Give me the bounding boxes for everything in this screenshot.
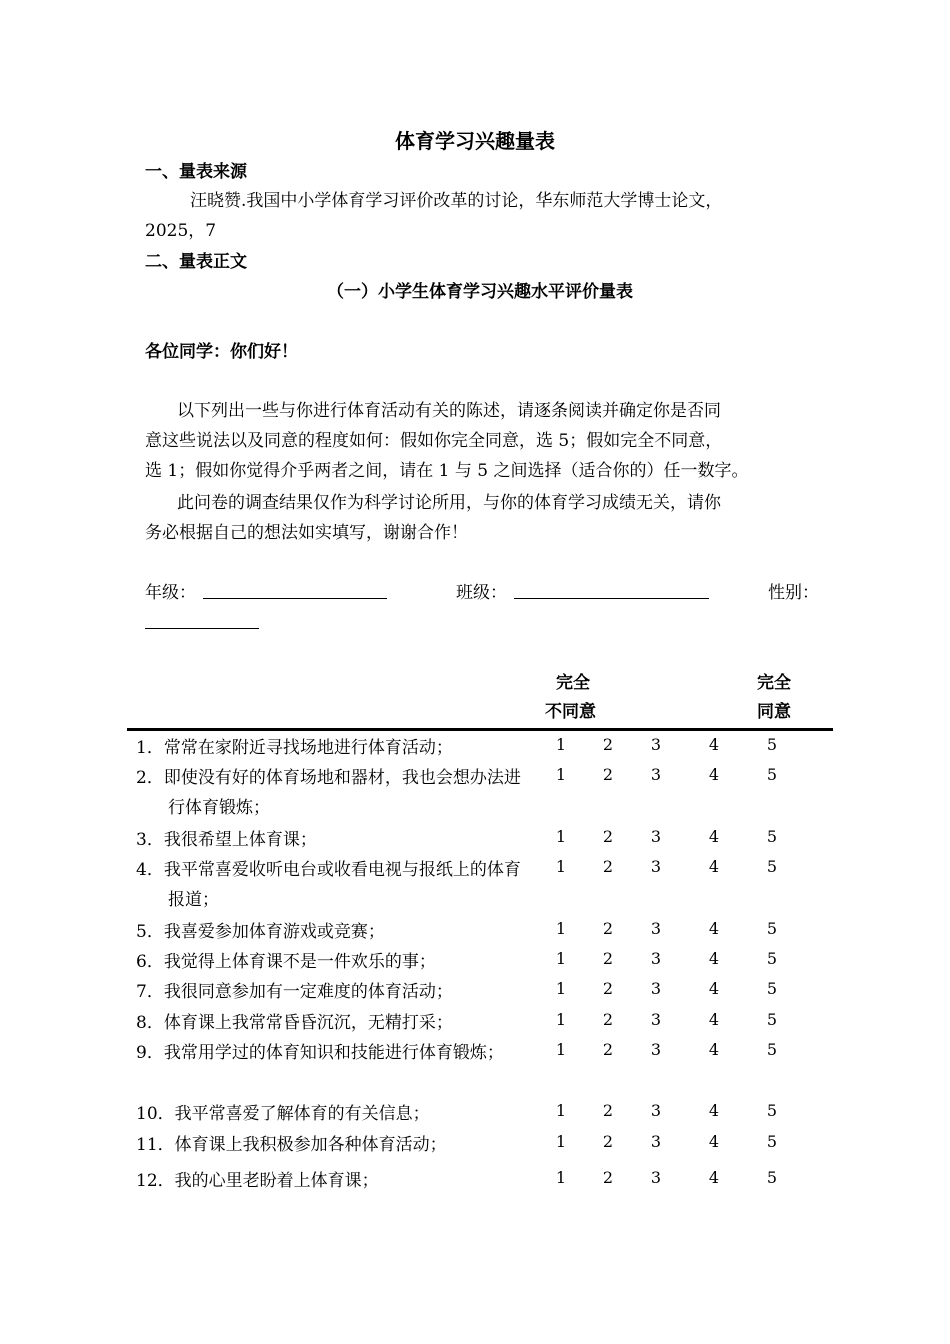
rating-option-5[interactable]: 5	[766, 857, 778, 876]
rating-option-2[interactable]: 2	[602, 735, 614, 754]
rating-option-3[interactable]: 3	[650, 735, 662, 754]
rating-option-4[interactable]: 4	[708, 919, 720, 938]
question-text	[136, 855, 536, 915]
citation-line-1: 汪晓赞.我国中小学体育学习评价改革的讨论，华东师范大学博士论文，	[190, 191, 723, 211]
question-number: 12．	[136, 1171, 175, 1191]
question-text	[136, 1099, 536, 1129]
greeting: 各位同学：你们好！	[145, 342, 298, 362]
rating-option-1[interactable]: 1	[555, 979, 567, 998]
rating-option-2[interactable]: 2	[602, 1168, 614, 1187]
rating-option-2[interactable]: 2	[602, 1040, 614, 1059]
instructions-p1-line3: 选 1；假如你觉得介乎两者之间，请在 1 与 5 之间选择（适合你的）任一数字。	[145, 461, 749, 481]
question-number: 2．	[136, 768, 164, 788]
question-label: 我喜爱参加体育游戏或竞赛；	[163, 922, 385, 942]
rating-option-3[interactable]: 3	[650, 1168, 662, 1187]
rating-option-1[interactable]: 1	[555, 827, 567, 846]
question-text	[136, 947, 536, 977]
rating-option-1[interactable]: 1	[555, 949, 567, 968]
scale-left-line2: 不同意	[545, 702, 596, 722]
question-number: 11．	[136, 1135, 175, 1155]
class-label: 班级：	[456, 583, 507, 603]
question-label: 即使没有好的体育场地和器材，我也会想办法进行体育锻炼；	[163, 768, 521, 818]
scale-right-line2: 同意	[757, 702, 791, 722]
rating-option-2[interactable]: 2	[602, 1132, 614, 1151]
rating-option-2[interactable]: 2	[602, 1101, 614, 1120]
rating-option-4[interactable]: 4	[708, 949, 720, 968]
question-text	[136, 917, 536, 947]
question-text	[136, 1166, 536, 1196]
rating-option-4[interactable]: 4	[708, 765, 720, 784]
rating-option-3[interactable]: 3	[650, 979, 662, 998]
question-text	[136, 1130, 536, 1160]
question-label: 我很同意参加有一定难度的体育活动；	[163, 982, 453, 1002]
class-field[interactable]	[514, 598, 709, 599]
section-heading-source: 一、量表来源	[145, 162, 247, 182]
question-text	[136, 1038, 536, 1068]
rating-option-2[interactable]: 2	[602, 765, 614, 784]
gender-label: 性别：	[768, 583, 819, 603]
question-label: 体育课上我积极参加各种体育活动；	[174, 1135, 447, 1155]
rating-option-1[interactable]: 1	[555, 857, 567, 876]
rating-option-1[interactable]: 1	[555, 765, 567, 784]
question-label: 体育课上我常常昏昏沉沉，无精打采；	[163, 1013, 453, 1033]
rating-option-3[interactable]: 3	[650, 1010, 662, 1029]
rating-option-3[interactable]: 3	[650, 1040, 662, 1059]
rating-option-4[interactable]: 4	[708, 1168, 720, 1187]
rating-option-5[interactable]: 5	[766, 979, 778, 998]
rating-option-2[interactable]: 2	[602, 1010, 614, 1029]
rating-option-1[interactable]: 1	[555, 1040, 567, 1059]
question-text	[136, 763, 536, 823]
question-number: 1．	[136, 738, 164, 758]
question-label: 常常在家附近寻找场地进行体育活动；	[163, 738, 453, 758]
rating-option-5[interactable]: 5	[766, 949, 778, 968]
rating-option-2[interactable]: 2	[602, 979, 614, 998]
page-title: 体育学习兴趣量表	[395, 129, 555, 153]
rating-option-1[interactable]: 1	[555, 919, 567, 938]
question-text	[136, 825, 536, 855]
question-text	[136, 1008, 536, 1038]
question-number: 8．	[136, 1013, 164, 1033]
table-top-rule	[127, 728, 833, 731]
rating-option-5[interactable]: 5	[766, 1132, 778, 1151]
rating-option-4[interactable]: 4	[708, 1101, 720, 1120]
question-number: 9．	[136, 1043, 164, 1063]
rating-option-4[interactable]: 4	[708, 979, 720, 998]
rating-option-3[interactable]: 3	[650, 1132, 662, 1151]
question-number: 10．	[136, 1104, 175, 1124]
rating-option-3[interactable]: 3	[650, 1101, 662, 1120]
rating-option-4[interactable]: 4	[708, 735, 720, 754]
rating-option-4[interactable]: 4	[708, 857, 720, 876]
rating-option-1[interactable]: 1	[555, 1101, 567, 1120]
rating-option-5[interactable]: 5	[766, 1010, 778, 1029]
instructions-p2-line2: 务必根据自己的想法如实填写，谢谢合作！	[145, 523, 468, 543]
question-label: 我的心里老盼着上体育课；	[174, 1171, 379, 1191]
rating-option-3[interactable]: 3	[650, 857, 662, 876]
subheading: （一）小学生体育学习兴趣水平评价量表	[327, 282, 633, 302]
grade-label: 年级：	[145, 583, 196, 603]
question-label: 我觉得上体育课不是一件欢乐的事；	[163, 952, 436, 972]
question-label: 我平常喜爱了解体育的有关信息；	[174, 1104, 430, 1124]
rating-option-5[interactable]: 5	[766, 1168, 778, 1187]
rating-option-3[interactable]: 3	[650, 949, 662, 968]
rating-option-3[interactable]: 3	[650, 765, 662, 784]
rating-option-5[interactable]: 5	[766, 1040, 778, 1059]
question-text	[136, 733, 536, 763]
scale-right-line1: 完全	[757, 673, 791, 693]
rating-option-5[interactable]: 5	[766, 919, 778, 938]
instructions-p1-line1: 以下列出一些与你进行体育活动有关的陈述，请逐条阅读并确定你是否同	[177, 401, 721, 421]
rating-option-1[interactable]: 1	[555, 1010, 567, 1029]
rating-option-1[interactable]: 1	[555, 735, 567, 754]
grade-field[interactable]	[203, 598, 387, 599]
rating-option-5[interactable]: 5	[766, 827, 778, 846]
rating-option-5[interactable]: 5	[766, 765, 778, 784]
section-heading-body: 二、量表正文	[145, 252, 247, 272]
question-label: 我很希望上体育课；	[163, 830, 317, 850]
rating-option-4[interactable]: 4	[708, 827, 720, 846]
question-label: 我平常喜爱收听电台或收看电视与报纸上的体育报道；	[163, 860, 521, 910]
question-number: 6．	[136, 952, 164, 972]
rating-option-3[interactable]: 3	[650, 919, 662, 938]
rating-option-2[interactable]: 2	[602, 857, 614, 876]
question-number: 4．	[136, 860, 164, 880]
rating-option-2[interactable]: 2	[602, 949, 614, 968]
instructions-p1-line2: 意这些说法以及同意的程度如何：假如你完全同意，选 5；假如完全不同意，	[145, 431, 723, 451]
rating-option-2[interactable]: 2	[602, 827, 614, 846]
rating-option-4[interactable]: 4	[708, 1040, 720, 1059]
rating-option-5[interactable]: 5	[766, 735, 778, 754]
question-number: 5．	[136, 922, 164, 942]
scale-left-line1: 完全	[556, 673, 590, 693]
rating-option-3[interactable]: 3	[650, 827, 662, 846]
instructions-p2-line1: 此问卷的调查结果仅作为科学讨论所用，与你的体育学习成绩无关，请你	[177, 493, 721, 513]
citation-line-2: 2025，7	[145, 221, 217, 241]
rating-option-2[interactable]: 2	[602, 919, 614, 938]
question-label: 我常用学过的体育知识和技能进行体育锻炼；	[163, 1043, 504, 1063]
question-number: 7．	[136, 982, 164, 1002]
question-number: 3．	[136, 830, 164, 850]
gender-field[interactable]	[145, 628, 259, 629]
rating-option-4[interactable]: 4	[708, 1010, 720, 1029]
rating-option-4[interactable]: 4	[708, 1132, 720, 1151]
rating-option-1[interactable]: 1	[555, 1132, 567, 1151]
rating-option-5[interactable]: 5	[766, 1101, 778, 1120]
rating-option-1[interactable]: 1	[555, 1168, 567, 1187]
question-text	[136, 977, 536, 1007]
